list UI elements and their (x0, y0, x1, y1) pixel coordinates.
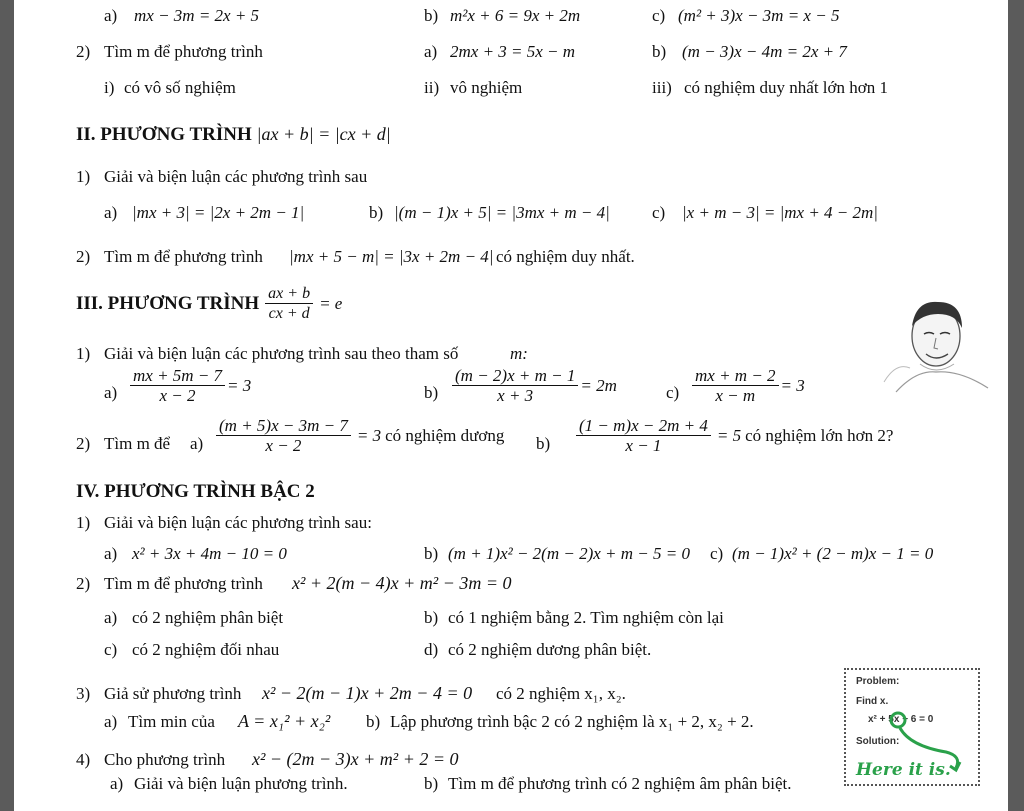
s1-q2-b-label: b) (652, 42, 667, 61)
s1-q2-ii-text: vô nghiệm (450, 78, 523, 97)
s4-q1-number: 1) (76, 513, 91, 532)
section-3-heading (76, 284, 342, 323)
s2-a-label: a) (104, 203, 118, 222)
s3-a-rhs: = 3 (227, 375, 252, 395)
s4-q2-d-text: có 2 nghiệm dương phân biệt. (448, 640, 652, 659)
find-x-label: Find x. (856, 696, 889, 707)
s3-q2-a-fraction (216, 416, 351, 455)
s4-a-eq: x² + 3x + 4m − 10 = 0 (132, 544, 287, 563)
s4-b-eq: (m + 1)x² − 2(m − 2)x + m − 5 = 0 (448, 544, 690, 563)
section-3-title: III. PHƯƠNG TRÌNH (76, 292, 260, 314)
s4-q4-text: Cho phương trình (104, 750, 226, 769)
s3-a-equation (128, 366, 251, 405)
s2-q2-number: 2) (76, 247, 91, 266)
s2-q2-text: Tìm m để phương trình (104, 247, 263, 266)
s4-a-label: a) (104, 544, 118, 563)
s3-q2-b-equation (574, 416, 893, 455)
s1-q2-b-eq: (m − 3)x − 4m = 2x + 7 (682, 42, 847, 61)
s4-q2-b-label: b) (424, 608, 439, 627)
s2-b-label: b) (369, 203, 384, 222)
s4-q4-b-text: Tìm m để phương trình có 2 nghiệm âm phân biệt. (448, 774, 792, 793)
s3-b-numerator: (m − 2)x + m − 1 (452, 366, 578, 386)
s4-q3-number: 3) (76, 684, 91, 703)
portrait-sketch-image (876, 292, 996, 404)
s3-q2-number: 2) (76, 434, 91, 453)
s2-q2-eq: |mx + 5 − m| = |3x + 2m − 4| (289, 247, 494, 266)
s3-c-denominator: x − m (715, 386, 756, 405)
s1-row1-b-eq: m²x + 6 = 9x + 2m (450, 6, 581, 25)
worksheet-page (14, 0, 1008, 811)
s1-row1-a-label: a) (104, 6, 118, 25)
section-4-heading: IV. PHƯƠNG TRÌNH BẬC 2 (76, 481, 315, 502)
s2-b-eq: |(m − 1)x + 5| = |3mx + m − 4| (394, 203, 610, 222)
s3-q2-b-text: có nghiệm lớn hơn 2? (745, 425, 894, 445)
problem-equation: x² + 5x − 6 = 0 (868, 714, 934, 725)
here-it-is-text: Here it is. (856, 760, 951, 780)
s4-q2-c-text: có 2 nghiệm đối nhau (132, 640, 280, 659)
section-3-title-numerator: ax + b (265, 284, 313, 304)
section-3-title-fraction (265, 284, 313, 323)
section-2-title: II. PHƯƠNG TRÌNH (76, 124, 252, 145)
s3-c-rhs: = 3 (780, 375, 805, 395)
s4-q2-text: Tìm m để phương trình (104, 574, 263, 593)
s3-q2-b-label: b) (536, 434, 551, 453)
s3-c-numerator: mx + m − 2 (692, 366, 779, 386)
s1-q2-a-eq: 2mx + 3 = 5x − m (450, 42, 576, 61)
s4-q3-b-label: b) (366, 712, 381, 731)
s3-b-label: b) (424, 383, 439, 402)
s3-q1-text: Giải và biện luận các phương trình sau theo tham số (104, 344, 459, 363)
s4-q2-c-label: c) (104, 640, 118, 659)
s3-q1-param: m: (510, 344, 528, 363)
s3-q2-text: Tìm m để (104, 434, 171, 453)
s3-a-denominator: x − 2 (159, 386, 196, 405)
s1-row1-a-eq: mx − 3m = 2x + 5 (134, 6, 260, 25)
problem-solution-box (844, 668, 980, 786)
s3-q2-a-text: có nghiệm dương (385, 425, 505, 445)
section-3-title-rhs: = e (319, 293, 343, 313)
s3-c-label: c) (666, 383, 680, 402)
s1-q2-iii-label: iii) (652, 78, 672, 97)
s3-q2-b-rhs: = 5 (716, 425, 742, 445)
s3-a-label: a) (104, 383, 118, 402)
s4-q3-a-label: a) (104, 712, 118, 731)
s4-q2-a-label: a) (104, 608, 118, 627)
s4-b-label: b) (424, 544, 439, 563)
s1-row1-c-eq: (m² + 3)x − 3m = x − 5 (678, 6, 840, 25)
s4-q4-number: 4) (76, 750, 91, 769)
s2-q1-text: Giải và biện luận các phương trình sau (104, 167, 368, 186)
s3-a-numerator: mx + 5m − 7 (130, 366, 225, 386)
s1-q2-number: 2) (76, 42, 91, 61)
s4-q3-text: Giả sử phương trình (104, 684, 242, 703)
s4-q2-d-label: d) (424, 640, 439, 659)
s4-q4-eq: x² − (2m − 3)x + m² + 2 = 0 (252, 749, 459, 769)
s3-q2-a-equation (214, 416, 504, 455)
solution-label: Solution: (856, 736, 900, 747)
s3-q2-a-label: a) (190, 434, 204, 453)
section-2-heading (76, 124, 391, 146)
s3-q2-a-numerator: (m + 5)x − 3m − 7 (216, 416, 351, 436)
s3-c-equation (690, 366, 805, 405)
s4-c-eq: (m − 1)x² + (2 − m)x − 1 = 0 (732, 544, 934, 563)
s3-q2-b-fraction (576, 416, 711, 455)
s3-q2-a-rhs: = 3 (356, 425, 382, 445)
section-2-title-eq: |ax + b| = |cx + d| (256, 124, 391, 144)
s4-q4-a-label: a) (110, 774, 124, 793)
s1-row1-b-label: b) (424, 6, 439, 25)
s4-q3-a-text: Tìm min của (128, 712, 215, 731)
s4-q2-a-text: có 2 nghiệm phân biệt (132, 608, 284, 627)
problem-label: Problem: (856, 676, 900, 687)
s3-q2-a-denominator: x − 2 (265, 436, 302, 455)
s4-q2-eq: x² + 2(m − 4)x + m² − 3m = 0 (292, 573, 512, 593)
s3-q1-number: 1) (76, 344, 91, 363)
s4-q2-number: 2) (76, 574, 91, 593)
s3-b-equation (450, 366, 617, 405)
s4-q4-a-text: Giải và biện luận phương trình. (134, 774, 348, 793)
s3-c-fraction (692, 366, 779, 405)
s4-q3-a-eq: A = x₁² + x₂² (238, 711, 331, 731)
s4-q3-end: có 2 nghiệm x₁, x₂. (496, 684, 626, 703)
s1-q2-ii-label: ii) (424, 78, 440, 97)
section-3-title-denominator: cx + d (268, 305, 310, 322)
s2-a-eq: |mx + 3| = |2x + 2m − 1| (132, 203, 305, 222)
s3-b-denominator: x + 3 (497, 386, 534, 405)
s3-b-fraction (452, 366, 578, 405)
s1-row1-c-label: c) (652, 6, 666, 25)
s3-q2-b-denominator: x − 1 (625, 436, 662, 455)
s3-q2-b-numerator: (1 − m)x − 2m + 4 (576, 416, 711, 436)
s1-q2-i-text: có vô số nghiệm (124, 78, 236, 97)
s1-q2-i-label: i) (104, 78, 115, 97)
s4-q4-b-label: b) (424, 774, 439, 793)
s2-q1-number: 1) (76, 167, 91, 186)
s2-c-eq: |x + m − 3| = |mx + 4 − 2m| (682, 203, 878, 222)
s4-q3-b-text: Lập phương trình bậc 2 có 2 nghiệm là x₁ + 2, x₂ + 2. (390, 712, 754, 731)
s3-a-fraction (130, 366, 225, 405)
s2-c-label: c) (652, 203, 666, 222)
s1-q2-a-label: a) (424, 42, 438, 61)
s4-q2-b-text: có 1 nghiệm bằng 2. Tìm nghiệm còn lại (448, 608, 724, 627)
s4-q3-eq: x² − 2(m − 1)x + 2m − 4 = 0 (262, 683, 473, 703)
s1-q2-text: Tìm m để phương trình (104, 42, 263, 61)
s4-q1-text: Giải và biện luận các phương trình sau: (104, 513, 372, 532)
s4-c-label: c) (710, 544, 724, 563)
s3-b-rhs: = 2m (580, 375, 617, 395)
s2-q2-end: có nghiệm duy nhất. (496, 247, 635, 266)
s1-q2-iii-text: có nghiệm duy nhất lớn hơn 1 (684, 78, 889, 97)
